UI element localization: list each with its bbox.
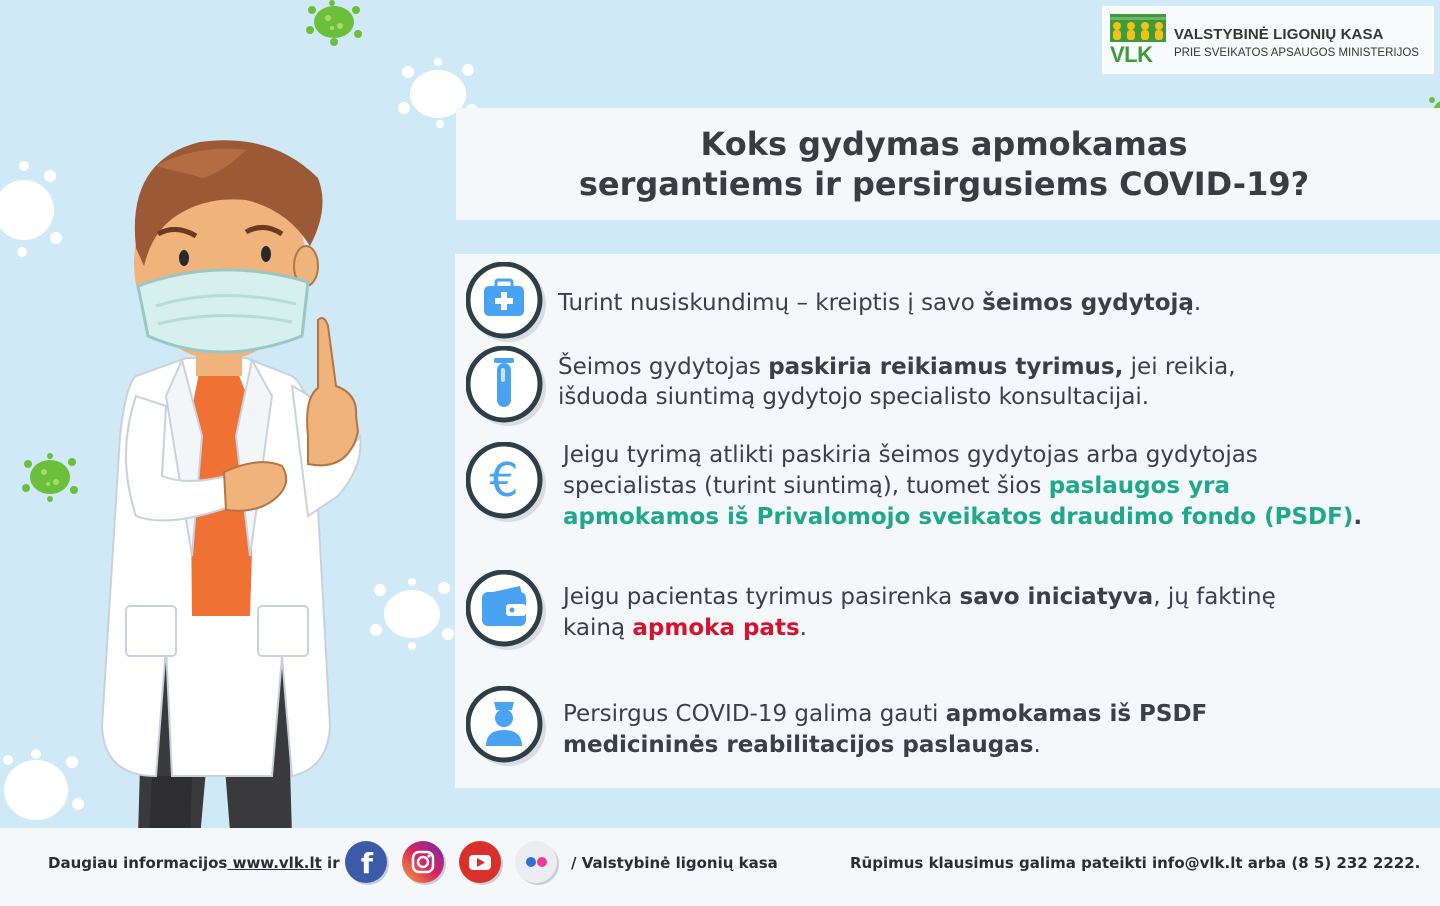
- facebook-icon[interactable]: [344, 840, 390, 886]
- logo-vlk-text: VLK: [1110, 42, 1153, 67]
- info-item-text: [558, 352, 1236, 412]
- info-item-line: [563, 502, 1362, 533]
- info-item-segment: savo iniciatyva: [959, 584, 1154, 610]
- virus-decoration: [0, 158, 62, 258]
- euro-icon: [466, 442, 546, 522]
- page-title-line-2: sergantiems ir persirgusiems COVID-19?: [578, 165, 1310, 203]
- info-item-text: [563, 582, 1276, 644]
- instagram-icon[interactable]: [401, 840, 447, 886]
- vlk-website-link[interactable]: www.vlk.lt: [227, 854, 322, 872]
- info-item-line: [563, 471, 1362, 502]
- svg-text:€: €: [489, 453, 519, 507]
- footer-info-suffix: ir: [321, 854, 340, 872]
- info-item-segment: apmoka pats: [632, 615, 800, 641]
- virus-decoration: [0, 748, 84, 828]
- virus-decoration: [302, 0, 366, 46]
- test-tube-icon: [466, 346, 546, 426]
- info-item-segment: Persirgus COVID-19 galima gauti: [563, 701, 946, 727]
- info-item-line: [558, 352, 1236, 382]
- info-item-line: [563, 440, 1362, 471]
- doctor-illustration: [96, 136, 416, 906]
- info-item-segment: apmokamas iš PSDF: [945, 701, 1208, 727]
- info-item-segment: , jų faktinę: [1153, 584, 1276, 610]
- info-item-line: [558, 288, 1201, 318]
- title-banner: [456, 108, 1440, 220]
- info-item-segment: išduoda siuntimą gydytojo specialisto konsultacijai.: [558, 384, 1150, 410]
- info-item-text: [563, 440, 1362, 533]
- info-item-line: [558, 382, 1236, 412]
- info-item-segment: Jeigu pacientas tyrimus pasirenka: [563, 584, 960, 610]
- info-item-segment: .: [1033, 732, 1041, 758]
- info-item-text: [563, 699, 1207, 761]
- logo-organization-name: VALSTYBINĖ LIGONIŲ KASA: [1174, 26, 1384, 43]
- footer-organization: / Valstybinė ligonių kasa: [571, 854, 778, 872]
- info-item-line: [563, 699, 1207, 730]
- logo-organization-subtitle: PRIE SVEIKATOS APSAUGOS MINISTERIJOS: [1174, 47, 1419, 59]
- info-item-segment: apmokamos iš Privalomojo sveikatos draudimo fondo (PSDF): [563, 504, 1354, 530]
- info-item-segment: specialistas (turint siuntimą), tuomet šios: [563, 473, 1049, 499]
- footer-info: [48, 854, 340, 872]
- info-item-segment: .: [799, 615, 807, 641]
- flickr-icon[interactable]: [514, 840, 560, 886]
- info-item-segment: .: [1353, 504, 1363, 530]
- virus-decoration: [20, 452, 80, 502]
- info-item-segment: šeimos gydytoją: [982, 290, 1194, 316]
- footer-contact: Rūpimus klausimus galima pateikti info@vlk.lt arba (8 5) 232 2222.: [850, 854, 1421, 872]
- footer-info-prefix: Daugiau informacijos: [48, 854, 228, 872]
- info-item-segment: kainą: [563, 615, 633, 641]
- info-item-segment: Jeigu tyrimą atlikti paskiria šeimos gydytojas arba gydytojas: [563, 442, 1258, 468]
- info-item-segment: paslaugos yra: [1048, 473, 1230, 499]
- info-item-text: [558, 288, 1201, 318]
- info-item-line: [563, 613, 1276, 644]
- info-item-segment: medicininės reabilitacijos paslaugas: [563, 732, 1034, 758]
- vlk-logo: [1102, 6, 1434, 74]
- info-item-line: [563, 582, 1276, 613]
- wallet-icon: [466, 570, 546, 650]
- info-item-segment: jei reikia,: [1123, 354, 1236, 380]
- medical-kit-icon: [466, 262, 546, 342]
- page-title-line-1: Koks gydymas apmokamas: [700, 125, 1188, 163]
- youtube-icon[interactable]: [458, 840, 504, 886]
- info-item-segment: paskiria reikiamus tyrimus,: [768, 354, 1124, 380]
- info-item-segment: Turint nusiskundimų – kreiptis į savo: [558, 290, 983, 316]
- svg-text:f: f: [360, 847, 374, 880]
- info-item-segment: .: [1193, 290, 1202, 316]
- info-item-line: [563, 730, 1207, 761]
- nurse-icon: [466, 686, 546, 766]
- info-item-segment: Šeimos gydytojas: [558, 354, 769, 380]
